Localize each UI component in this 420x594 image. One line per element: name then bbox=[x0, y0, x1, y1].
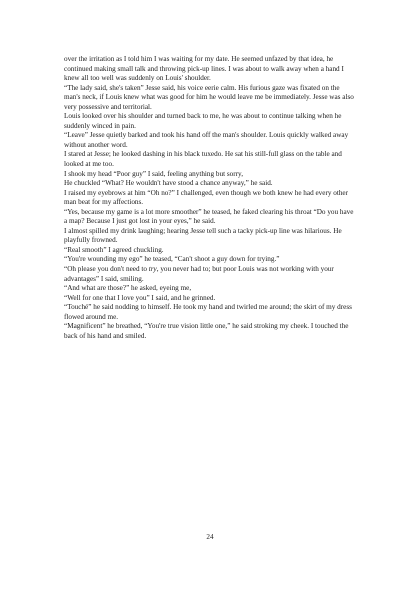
paragraph-with-italic bbox=[64, 265, 356, 284]
paragraph: I stared at Jesse; he looked dashing in his black tuxedo. He sat his still-full glass on the table and looked at me too. bbox=[64, 150, 342, 169]
paragraph: “Leave” Jesse quietly barked and took his hand off the man's shoulder. Louis quickly walked away without another word. bbox=[64, 131, 349, 149]
paragraph: I raised my eyebrows at him “Oh no?” I challenged, even though we both knew he had every other man beat for my affections. bbox=[64, 188, 349, 207]
italic-word: try bbox=[148, 265, 157, 274]
paragraph: “And what are those?” he asked, eyeing me, bbox=[64, 284, 192, 293]
text-run: “Oh please you don't need to bbox=[64, 265, 149, 274]
paragraph: “Touché” he said nodding to himself. He took my hand and twirled me around; the skirt of my dress flowed around me. bbox=[64, 303, 352, 321]
paragraph: He chuckled “What? He wouldn't have stood a chance anyway,” he said. bbox=[64, 179, 273, 188]
paragraph: “The lady said, she's taken” Jesse said, his voice eerie calm. His furious gaze was fixated on the man's neck, if Louis knew what was good for him he would leave me be immediately. Jesse was also very possessive and territorial. bbox=[64, 83, 354, 111]
paragraph: over the irritation as I told him I was waiting for my date. He seemed unfazed by that idea, he continued making small talk and throwing pick-up lines. I was about to walk away when a hand I knew all too well was suddenly on Louis' shoulder. bbox=[64, 55, 344, 83]
paragraph: I shook my head “Poor guy” I said, feeling anything but sorry, bbox=[64, 169, 243, 178]
paragraph: “Magnificent” he breathed, “You're true vision little one,” he said stroking my cheek. I touched the back of his hand and smiled. bbox=[64, 322, 349, 340]
text-run: , you never had to; but poor Louis was not working with your advantages” I said, smiling. bbox=[64, 265, 334, 283]
paragraph: “Real smooth” I agreed chuckling. bbox=[64, 245, 164, 254]
paragraph: I almost spilled my drink laughing; hearing Jesse tell such a tacky pick-up line was hilarious. He playfully frowned. bbox=[64, 226, 342, 245]
paragraph: “You're wounding my ego” he teased, “Can't shoot a guy down for trying.” bbox=[64, 255, 280, 264]
paragraph: “Yes, because my game is a lot more smoother” he teased, he faked clearing his throat “Do you have a map? Because I just got lost in your eyes,” he said. bbox=[64, 207, 354, 226]
paragraph: “Well for one that I love you” I said, and he grinned. bbox=[64, 293, 216, 302]
page-number: 24 bbox=[206, 533, 214, 541]
paragraph: Louis looked over his shoulder and turned back to me, he was about to continue talking when he suddenly winced in pain. bbox=[64, 112, 342, 130]
body-text bbox=[64, 55, 356, 341]
